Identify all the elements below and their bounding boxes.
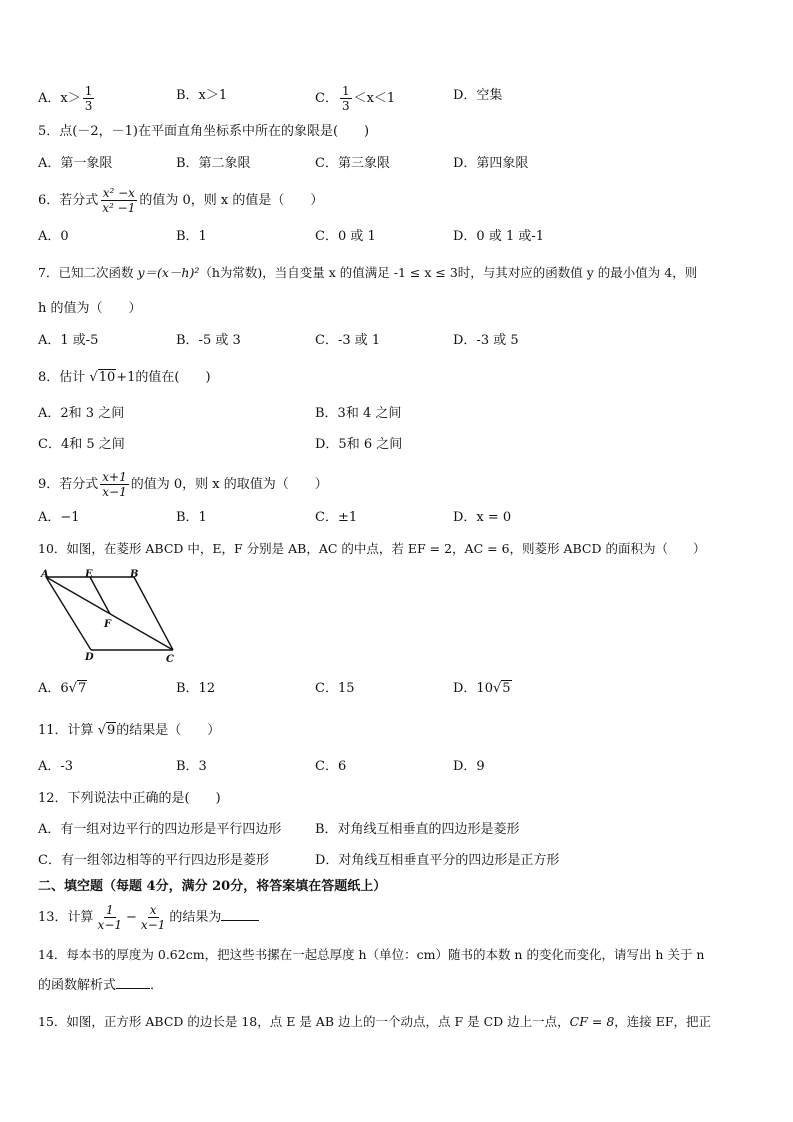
q10-option-a: A．6√7 bbox=[38, 679, 87, 699]
answer-blank[interactable] bbox=[116, 976, 150, 989]
q8-option-c: C．4和 5 之间 bbox=[38, 437, 125, 452]
q4-option-c: C． $\frac{1}{3}$ ＜x＜1 bbox=[315, 84, 396, 113]
q7-stem-line2: h 的值为（ ） bbox=[38, 301, 142, 316]
label-f: F bbox=[104, 619, 112, 630]
q12-option-d: D．对角线互相垂直平分的四边形是正方形 bbox=[315, 853, 560, 868]
q9-option-a: A．−1 bbox=[38, 510, 80, 525]
q8-stem: 8．估计 √10+1的值在( ) bbox=[38, 368, 763, 388]
label-c: C bbox=[166, 654, 174, 665]
q10-option-d: D．10√5 bbox=[453, 679, 512, 699]
q5-option-c: C．第三象限 bbox=[315, 156, 390, 171]
q6-option-a: A．0 bbox=[38, 229, 69, 244]
q14-stem-line2: 的函数解析式 ． bbox=[38, 978, 164, 993]
q10-stem: 10．如图，在菱形 ABCD 中，E，F 分别是 AB，AC 的中点，若 EF = 2，AC = 6，则菱形 ABCD 的面积为（ ） bbox=[38, 541, 706, 556]
q11-stem: 11．计算 √9的结果是（ ） bbox=[38, 721, 763, 741]
q4-option-d: D．空集 bbox=[453, 88, 503, 103]
q5-option-d: D．第四象限 bbox=[453, 156, 529, 171]
q5-option-a: A．第一象限 bbox=[38, 156, 113, 171]
q6-option-b: B．1 bbox=[176, 229, 207, 244]
section-heading: 二、填空题（每题 4分，满分 20分，将答案填在答题纸上） bbox=[38, 879, 387, 894]
q5-stem: 5．点(－2，－1)在平面直角坐标系中所在的象限是( ) bbox=[38, 124, 370, 139]
sqrt-symbol: √9 bbox=[97, 723, 116, 738]
q8-option-d: D．5和 6 之间 bbox=[315, 437, 403, 452]
label-a: A bbox=[41, 569, 49, 580]
q6-option-c: C．0 或 1 bbox=[315, 229, 376, 244]
q4-option-a: A．x＞ $\frac{1}{3}$ bbox=[38, 84, 93, 113]
q12-option-a: A．有一组对边平行的四边形是平行四边形 bbox=[38, 822, 282, 837]
q4-option-b: B．x＞1 bbox=[176, 88, 228, 103]
q11-option-c: C．6 bbox=[315, 759, 347, 774]
sqrt-symbol: √5 bbox=[492, 681, 511, 696]
q6-option-d: D．0 或 1 或-1 bbox=[453, 229, 545, 244]
q7-option-b: B．-5 或 3 bbox=[176, 333, 241, 348]
q10-option-c: C．15 bbox=[315, 681, 355, 696]
q12-option-c: C．有一组邻边相等的平行四边形是菱形 bbox=[38, 853, 269, 868]
q9-option-c: C．±1 bbox=[315, 510, 358, 525]
q7-option-a: A．1 或-5 bbox=[38, 333, 99, 348]
q11-option-a: A．-3 bbox=[38, 759, 74, 774]
q6-stem: 6．若分式 $\frac{\text{x² −x}}{\text{x² −1}}$ 的值为 0，则 x 的值是（ ） bbox=[38, 186, 324, 215]
q7-option-c: C．-3 或 1 bbox=[315, 333, 381, 348]
q7-option-d: D．-3 或 5 bbox=[453, 333, 519, 348]
q15-stem: 15．如图，正方形 ABCD 的边长是 18，点 E 是 AB 边上的一个动点，点 F 是 CD 边上一点，CF = 8，连接 EF，把正 bbox=[38, 1014, 712, 1029]
label-d: D bbox=[85, 652, 94, 663]
q9-stem: 9．若分式 $\frac{x+1}{x-1}$ 的值为 0，则 x 的取值为（ ） bbox=[38, 470, 328, 499]
label-e: E bbox=[85, 569, 93, 580]
q14-stem-line1: 14．每本书的厚度为 0.62cm，把这些书摞在一起总厚度 h（单位：cm）随书的本数 n 的变化而变化，请写出 h 关于 n bbox=[38, 947, 705, 962]
edge-da bbox=[46, 577, 91, 650]
q5-option-b: B．第二象限 bbox=[176, 156, 251, 171]
q11-option-b: B．3 bbox=[176, 759, 207, 774]
rhombus-figure bbox=[38, 566, 188, 666]
label-b: B bbox=[130, 569, 139, 580]
q10-option-b: B．12 bbox=[176, 681, 216, 696]
q9-option-b: B．1 bbox=[176, 510, 207, 525]
sqrt-symbol: √7 bbox=[68, 681, 87, 696]
sqrt-symbol: √10 bbox=[89, 370, 116, 385]
q8-option-b: B．3和 4 之间 bbox=[315, 406, 402, 421]
q8-option-a: A．2和 3 之间 bbox=[38, 406, 125, 421]
q13-stem: 13．计算 $\frac{1}{x-1}$ − $\frac{x}{x-1}$ 的结果为 bbox=[38, 903, 763, 932]
q12-option-b: B．对角线互相垂直的四边形是菱形 bbox=[315, 822, 520, 837]
q11-option-d: D．9 bbox=[453, 759, 485, 774]
answer-blank[interactable] bbox=[221, 908, 259, 921]
q7-stem-line1: 7．已知二次函数 y＝(x－h)²（h为常数)，当自变量 x 的值满足 -1 ≤ x ≤ 3时，与其对应的函数值 y 的最小值为 4，则 bbox=[38, 265, 698, 280]
q9-option-d: D．x = 0 bbox=[453, 510, 512, 525]
q12-stem: 12．下列说法中正确的是( ) bbox=[38, 791, 221, 806]
